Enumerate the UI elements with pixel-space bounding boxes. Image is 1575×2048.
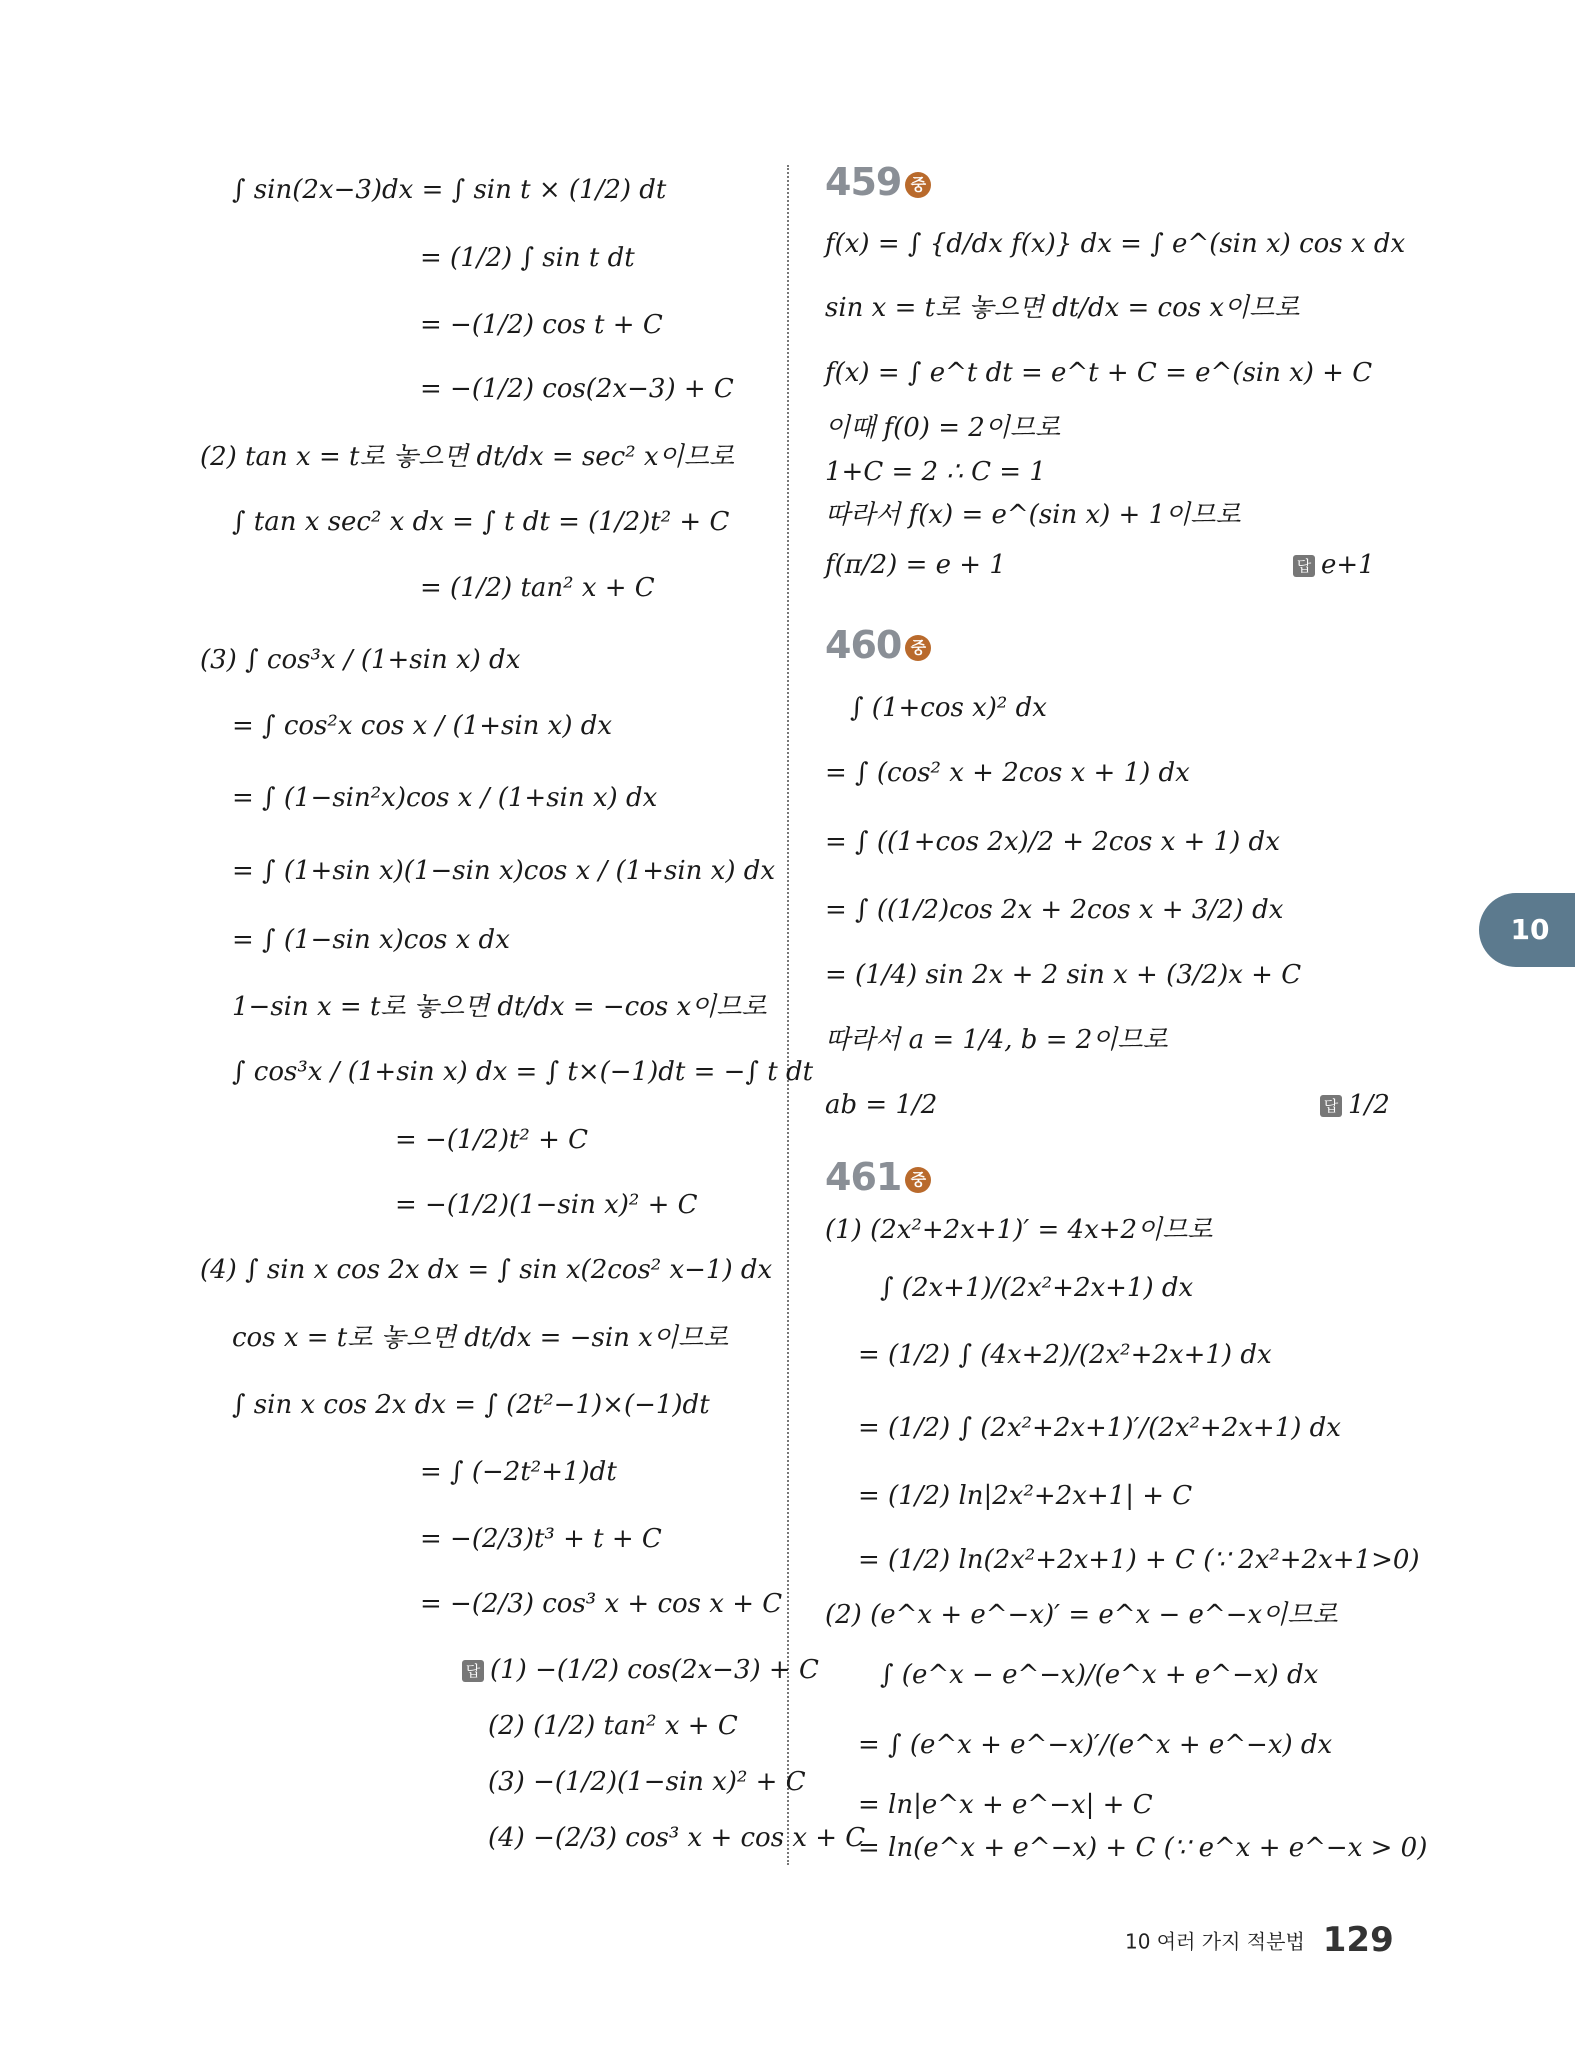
solution-line: = ∫ (1−sin x)cos x dx	[232, 925, 510, 955]
solution-line: f(x) = ∫ {d/dx f(x)} dx = ∫ e^(sin x) cos x dx	[825, 229, 1406, 259]
answer-badge: 답	[462, 1660, 484, 1682]
column-divider	[787, 165, 789, 1865]
solution-line: = ln|e^x + e^−x| + C	[858, 1790, 1153, 1820]
answer-line: (2) (1/2) tan² x + C	[488, 1711, 738, 1741]
difficulty-badge: 중	[905, 1167, 931, 1193]
solution-line: = (1/2) ∫ (4x+2)/(2x²+2x+1) dx	[858, 1340, 1272, 1370]
answer-line: (4) −(2/3) cos³ x + cos x + C	[488, 1823, 866, 1853]
solution-line: 따라서 f(x) = e^(sin x) + 1이므로	[825, 500, 1241, 530]
solution-line: ∫ (e^x − e^−x)/(e^x + e^−x) dx	[880, 1660, 1319, 1690]
solution-line: ∫ sin x cos 2x dx = ∫ (2t²−1)×(−1)dt	[232, 1390, 710, 1420]
chapter-tab: 10	[1479, 893, 1575, 967]
solution-line: f(π/2) = e + 1	[825, 550, 1006, 580]
solution-line: = ∫ (1−sin²x)cos x / (1+sin x) dx	[232, 783, 658, 813]
answer-line: 답 1/2	[1320, 1085, 1390, 1125]
answer-line: 답 (1) −(1/2) cos(2x−3) + C	[462, 1650, 819, 1690]
solution-line: (4) ∫ sin x cos 2x dx = ∫ sin x(2cos² x−1) dx	[200, 1255, 773, 1285]
solution-line: ∫ (2x+1)/(2x²+2x+1) dx	[880, 1273, 1194, 1303]
solution-line: 1−sin x = t로 놓으면 dt/dx = −cos x이므로	[232, 992, 767, 1022]
solution-line: ∫ tan x sec² x dx = ∫ t dt = (1/2)t² + C	[232, 507, 730, 537]
solution-line: = −(2/3) cos³ x + cos x + C	[420, 1589, 783, 1619]
solution-line: = −(1/2)(1−sin x)² + C	[395, 1190, 698, 1220]
difficulty-badge: 중	[905, 635, 931, 661]
solution-line: = ∫ ((1/2)cos 2x + 2cos x + 3/2) dx	[825, 895, 1284, 925]
solution-line: = ∫ (e^x + e^−x)′/(e^x + e^−x) dx	[858, 1730, 1333, 1760]
solution-line: = −(1/2) cos(2x−3) + C	[420, 374, 734, 404]
difficulty-badge: 중	[905, 172, 931, 198]
solution-line: = (1/2) ∫ sin t dt	[420, 243, 635, 273]
solution-line: = (1/2) ln(2x²+2x+1) + C (∵ 2x²+2x+1>0)	[858, 1545, 1420, 1575]
solution-line: = (1/2) tan² x + C	[420, 573, 655, 603]
solution-line: ∫ (1+cos x)² dx	[850, 693, 1047, 723]
solution-line: = ln(e^x + e^−x) + C (∵ e^x + e^−x > 0)	[858, 1833, 1428, 1863]
page-footer	[1125, 1920, 1394, 1960]
answer-badge: 답	[1293, 555, 1315, 577]
solution-line: (3) ∫ cos³x / (1+sin x) dx	[200, 645, 521, 675]
solution-line: = ∫ cos²x cos x / (1+sin x) dx	[232, 711, 613, 741]
solution-line: = (1/2) ∫ (2x²+2x+1)′/(2x²+2x+1) dx	[858, 1413, 1341, 1443]
solution-line: sin x = t로 놓으면 dt/dx = cos x이므로	[825, 293, 1300, 323]
solution-line: ∫ sin(2x−3)dx = ∫ sin t × (1/2) dt	[232, 175, 667, 205]
solution-line: = ∫ (−2t²+1)dt	[420, 1457, 617, 1487]
solution-line: (1) (2x²+2x+1)′ = 4x+2이므로	[825, 1215, 1213, 1245]
solution-line: (2) (e^x + e^−x)′ = e^x − e^−x이므로	[825, 1600, 1338, 1630]
solution-line: f(x) = ∫ e^t dt = e^t + C = e^(sin x) + C	[825, 358, 1373, 388]
answer-badge: 답	[1320, 1095, 1342, 1117]
solution-line: = (1/2) ln|2x²+2x+1| + C	[858, 1481, 1193, 1511]
solution-line: 따라서 a = 1/4, b = 2이므로	[825, 1025, 1168, 1055]
answer-line: (3) −(1/2)(1−sin x)² + C	[488, 1767, 806, 1797]
page-number: 129	[1322, 1920, 1394, 1960]
solution-line: = ∫ (1+sin x)(1−sin x)cos x / (1+sin x) dx	[232, 856, 776, 886]
problem-number: 460 중	[825, 623, 931, 667]
solution-line: (2) tan x = t로 놓으면 dt/dx = sec² x이므로	[200, 442, 734, 472]
solution-line: ab = 1/2	[825, 1090, 938, 1120]
solution-line: cos x = t로 놓으면 dt/dx = −sin x이므로	[232, 1323, 729, 1353]
solution-line: = −(1/2) cos t + C	[420, 310, 663, 340]
solution-line: = −(1/2)t² + C	[395, 1125, 589, 1155]
answer-line: 답 e+1	[1293, 545, 1375, 585]
solution-line: = ∫ (cos² x + 2cos x + 1) dx	[825, 758, 1190, 788]
solution-line: ∫ cos³x / (1+sin x) dx = ∫ t×(−1)dt = −∫ t dt	[232, 1057, 814, 1087]
chapter-title: 10 여러 가지 적분법	[1125, 1929, 1305, 1954]
solution-line: = −(2/3)t³ + t + C	[420, 1524, 662, 1554]
solution-line: 이때 f(0) = 2이므로	[825, 413, 1061, 443]
solution-line: = ∫ ((1+cos 2x)/2 + 2cos x + 1) dx	[825, 827, 1280, 857]
solution-line: = (1/4) sin 2x + 2 sin x + (3/2)x + C	[825, 960, 1302, 990]
problem-number: 461 중	[825, 1155, 931, 1199]
solution-line: 1+C = 2 ∴ C = 1	[825, 457, 1046, 487]
problem-number: 459 중	[825, 160, 931, 204]
